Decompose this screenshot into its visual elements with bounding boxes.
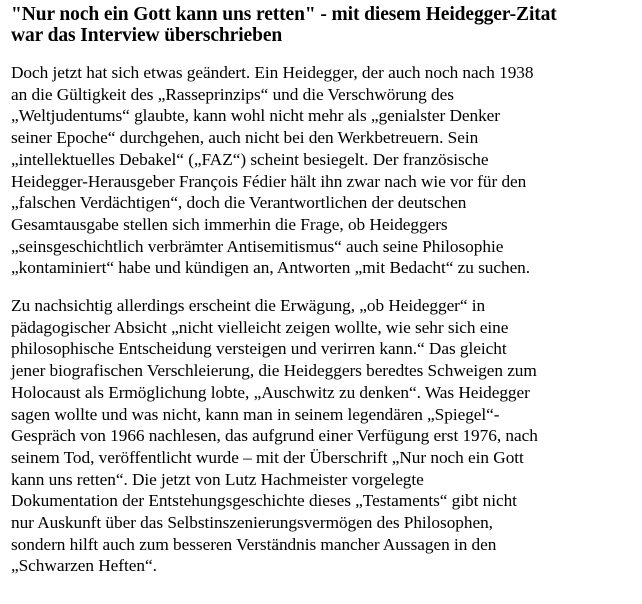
paragraph-line: nur Auskunft über das Selbstinszenierungsvermögen des Philosophen, bbox=[11, 513, 493, 533]
paragraph-line: „Weltjudentums“ glaubte, kann wohl nicht mehr als „genialster Denker bbox=[11, 106, 501, 126]
paragraph-line: Zu nachsichtig allerdings erscheint die Erwägung, „ob Heidegger“ in bbox=[11, 296, 486, 316]
article bbox=[11, 4, 636, 593]
paragraph-line: „intellektuelles Debakel“ („FAZ“) scheint besiegelt. Der französische bbox=[11, 149, 489, 169]
article-paragraph-2 bbox=[11, 295, 636, 577]
paragraph-line: Dokumentation der Entstehungsgeschichte dieses „Testaments“ gibt nicht bbox=[11, 491, 517, 511]
paragraph-line: jener biografischen Verschleierung, die Heideggers beredtes Schweigen zum bbox=[11, 361, 537, 381]
paragraph-line: seiner Epoche“ durchgehen, auch nicht bei den Werkbetreuern. Sein bbox=[11, 128, 479, 148]
paragraph-line: seinem Tod, veröffentlicht wurde – mit der Überschrift „Nur noch ein Gott bbox=[11, 447, 524, 467]
paragraph-line: philosophische Entscheidung versteigen und verirren kann.“ Das gleicht bbox=[11, 339, 507, 359]
paragraph-line: Gespräch von 1966 nachlesen, das aufgrund einer Verfügung erst 1976, nach bbox=[11, 426, 538, 446]
paragraph-line: pädagogischer Absicht „nicht vielleicht zeigen wollte, wie sehr sich eine bbox=[11, 317, 509, 337]
paragraph-line: „kontaminiert“ habe und kündigen an, Antworten „mit Bedacht“ zu suchen. bbox=[11, 258, 531, 278]
paragraph-line: „seinsgeschichtlich verbrämter Antisemitismus“ auch seine Philosophie bbox=[11, 236, 504, 256]
paragraph-line: sagen wollte und was nicht, kann man in seinem legendären „Spiegel“- bbox=[11, 404, 500, 424]
paragraph-line: Doch jetzt hat sich etwas geändert. Ein Heidegger, der auch noch nach 1938 bbox=[11, 63, 534, 82]
paragraph-line: an die Gültigkeit des „Rasseprinzips“ und die Verschwörung des bbox=[11, 84, 454, 104]
paragraph-line: sondern hilft auch zum besseren Verständnis mancher Aussagen in den bbox=[11, 534, 497, 554]
paragraph-line: Heidegger-Herausgeber François Fédier hält ihn zwar nach wie vor für den bbox=[11, 171, 527, 191]
paragraph-line: kann uns retten“. Die jetzt von Lutz Hachmeister vorgelegte bbox=[11, 469, 424, 489]
paragraph-line: „falschen Verdächtigen“, doch die Verantwortlichen der deutschen bbox=[11, 193, 467, 213]
headline-line: "Nur noch ein Gott kann uns retten" - mit diesem Heidegger-Zitat bbox=[11, 4, 557, 25]
paragraph-line: „Schwarzen Heften“. bbox=[11, 556, 157, 576]
paragraph-line: Gesamtausgabe stellen sich immerhin die Frage, ob Heideggers bbox=[11, 214, 448, 234]
article-paragraph-1 bbox=[11, 62, 636, 279]
paragraph-line: Holocaust als Ermöglichung lobte, „Auschwitz zu denken“. Was Heidegger bbox=[11, 382, 530, 402]
headline-line: war das Interview überschrieben bbox=[11, 25, 283, 46]
article-headline bbox=[11, 4, 636, 46]
